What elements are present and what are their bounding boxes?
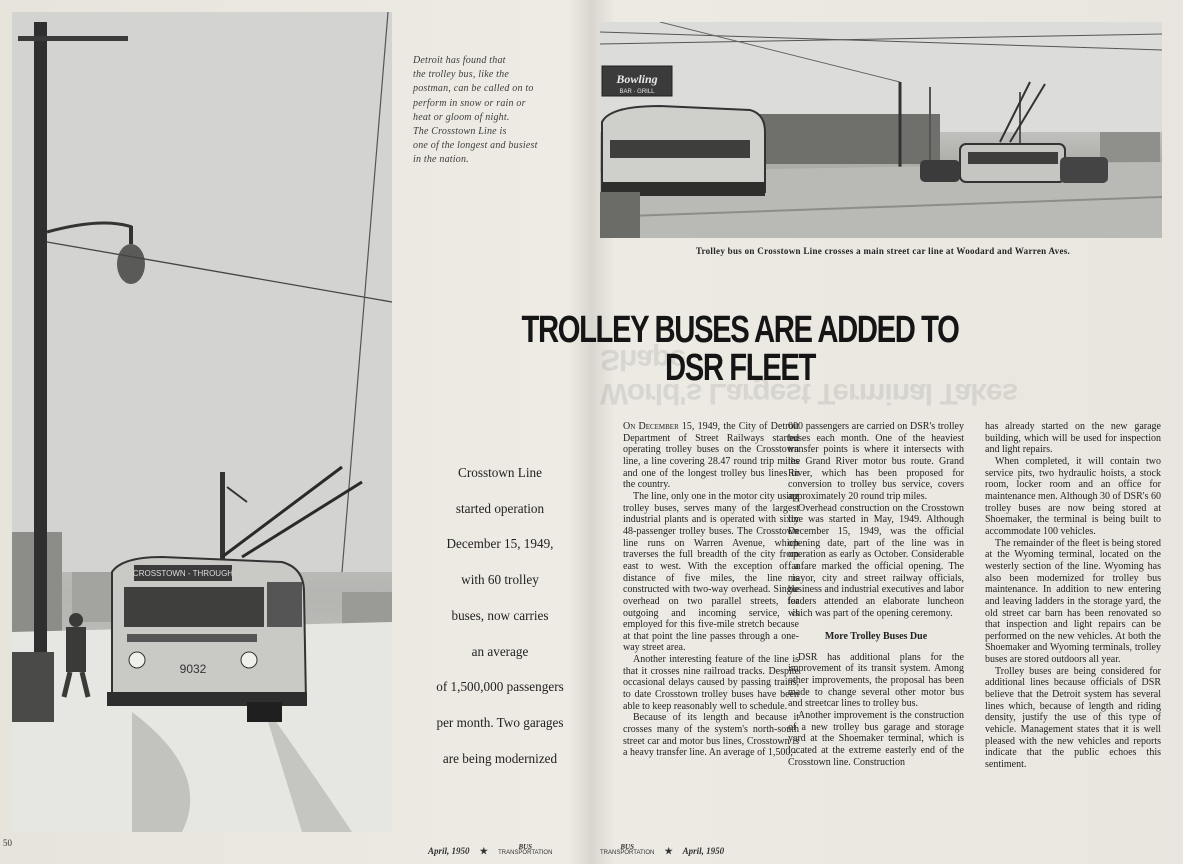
paragraph: Overhead construction on the Crosstown line was started in May, 1949. Although December 15, 1949, was the official opening date, part of the line was in operation as early as October. Considerable fanfare marked the official opening. The mayor, city and street railway officials, business and industrial executives and labor leaders attended an elaborate luncheon which was part of the opening ceremony. [788,502,964,619]
paragraph: Another improvement is the construction of a new trolley bus garage and storage yard at the Shoemaker terminal, which is located at the extreme easterly end of the Crosstown line. Construction [788,710,964,768]
article-deck [407,455,593,776]
paragraph: 000 passengers are carried on DSR's trolley buses each month. One of the heaviest transfer points is where it intersects with the Grand River motor bus route. Grand River, which has been proposed for conversion to trolley bus service, covers approximately 20 round trip miles. [788,421,964,502]
caption-line: Detroit has found that [413,55,506,66]
opening-words: On December 15, 1949, [623,421,721,432]
paragraph [623,421,799,491]
crossing-street-photo [600,22,1162,238]
left-footer [428,844,552,857]
magazine-logo [600,844,654,856]
street-crossing-illustration [600,22,1162,238]
bus-number: 9032 [179,662,207,676]
paragraph-text: the City of Detroit Department of Street Railways started operating trolley buses on the Crosstown line, a line covering 28.47 round trip miles and one of the longest trolley bus lines in the country. [623,421,799,491]
bus-destination-sign: CROSSTOWN - THROUGH [132,569,234,578]
paragraph: Another interesting feature of the line is that it crosses nine railroad tracks. Despite occasional delays caused by passing trains, to date Crosstown trolley buses have been able to keep reasonably well to schedule. [623,654,799,712]
caption-line: one of the longest and busiest [413,140,538,152]
star-icon: ★ [479,846,488,856]
winter-street-illustration [12,12,392,832]
deck-line: buses, now carries [451,607,549,623]
caption-line: heat or gloom of night. [413,111,510,123]
deck-line: of 1,500,000 passengers [436,679,564,695]
page-number: 50 [3,838,12,848]
paragraph: When completed, it will contain two service pits, two hydraulic hoists, a stock room, locker room and an office for maintenance men. Although 30 of DSR's 60 trolley buses are now being stored at Shoemaker, the terminal is being built to accommodate 100 vehicles. [985,455,1161,537]
bowling-sign: Bowling [616,72,658,86]
paragraph: has already started on the new garage building, which will be used for inspection and light repairs. [985,421,1161,456]
star-icon: ★ [664,846,673,856]
bleed-through-headline: World's Largest Terminal Takes Shape [600,343,1018,410]
paragraph: The line, only one in the motor city using trolley buses, serves many of the largest industrial plants and is operated with sixty 48-passenger trolley buses. The Crosstown line runs on Warren Avenue, which traverses the full breadth of the city from east to west. With the exception of a distance of five miles, the line is constructed with two-way overhead. Single overhead on two parallel streets, for outgoing and incoming service, is employed for this five-mile stretch because at that point the line passes through a one-way street area. [623,490,799,654]
article-headline: TROLLEY BUSES ARE ADDED TO DSR FLEET [521,309,959,389]
logo-word: BUS [518,843,533,851]
bar-grill-sign: BAR · GRILL [619,89,655,95]
caption-line: The Crosstown Line is [413,126,507,138]
deck-line: Crosstown Line [458,465,542,480]
caption-line: the trolley bus, like the [413,69,509,81]
left-footer-date: April, 1950 [428,846,470,856]
left-photo-caption [413,54,583,168]
paragraph: Trolley buses are being considered for additional lines because officials of DSR believe that the Detroit system has several lines which, because of length and riding density, justify the use of this type of vehicle. Management states that it is well pleased with the new vehicles and reports indicate that the public echoes this sentiment. [985,665,1161,771]
logo-word: TRANSPORTATION [498,850,553,856]
logo-word: TRANSPORTATION [600,850,655,856]
right-footer-date: April, 1950 [682,846,725,856]
deck-line: with 60 trolley [461,572,539,588]
body-column-3 [985,421,1161,771]
deck-line: per month. Two garages [436,714,564,730]
body-column-1 [623,421,799,759]
caption-line: in the nation. [413,154,469,166]
magazine-logo [498,844,552,856]
logo-word: BUS [620,843,634,851]
subheading: More Trolley Buses Due [824,631,928,643]
caption-line: perform in snow or rain or [413,97,526,109]
deck-line: an average [471,643,529,659]
deck-line: are being modernized [442,750,558,766]
paragraph: Because of its length and because it crosses many of the system's north-south street car and motor bus lines, Crosstown is a heavy transfer line. An average of 1,500,- [623,712,799,759]
winter-trolley-bus-photo [12,12,392,832]
deck-line: December 15, 1949, [446,536,554,552]
top-photo-caption: Trolley bus on Crosstown Line crosses a main street car line at Woodard and Warren Aves. [695,246,1071,256]
right-footer [600,844,724,857]
body-column-2 [788,421,964,768]
caption-line: postman, can be called on to [413,83,534,95]
deck-line: started operation [455,500,545,516]
paragraph: The remainder of the fleet is being stored at the Wyoming terminal, located on the westerly section of the line. Wyoming has also been modernized for trolley bus maintenance. In addition to new entering and leaving ladders in the storage yard, the old street car barn has been renovated so that inspection and light repairs can be performed on the new vehicles. At both the Shoemaker and Wyoming terminals, trolley buses are stored outdoors all year. [985,537,1161,666]
paragraph: DSR has additional plans for the improvement of its transit system. Among other improvements, the proposal has been made to change several other motor bus and streetcar lines to trolley bus. [788,651,964,710]
